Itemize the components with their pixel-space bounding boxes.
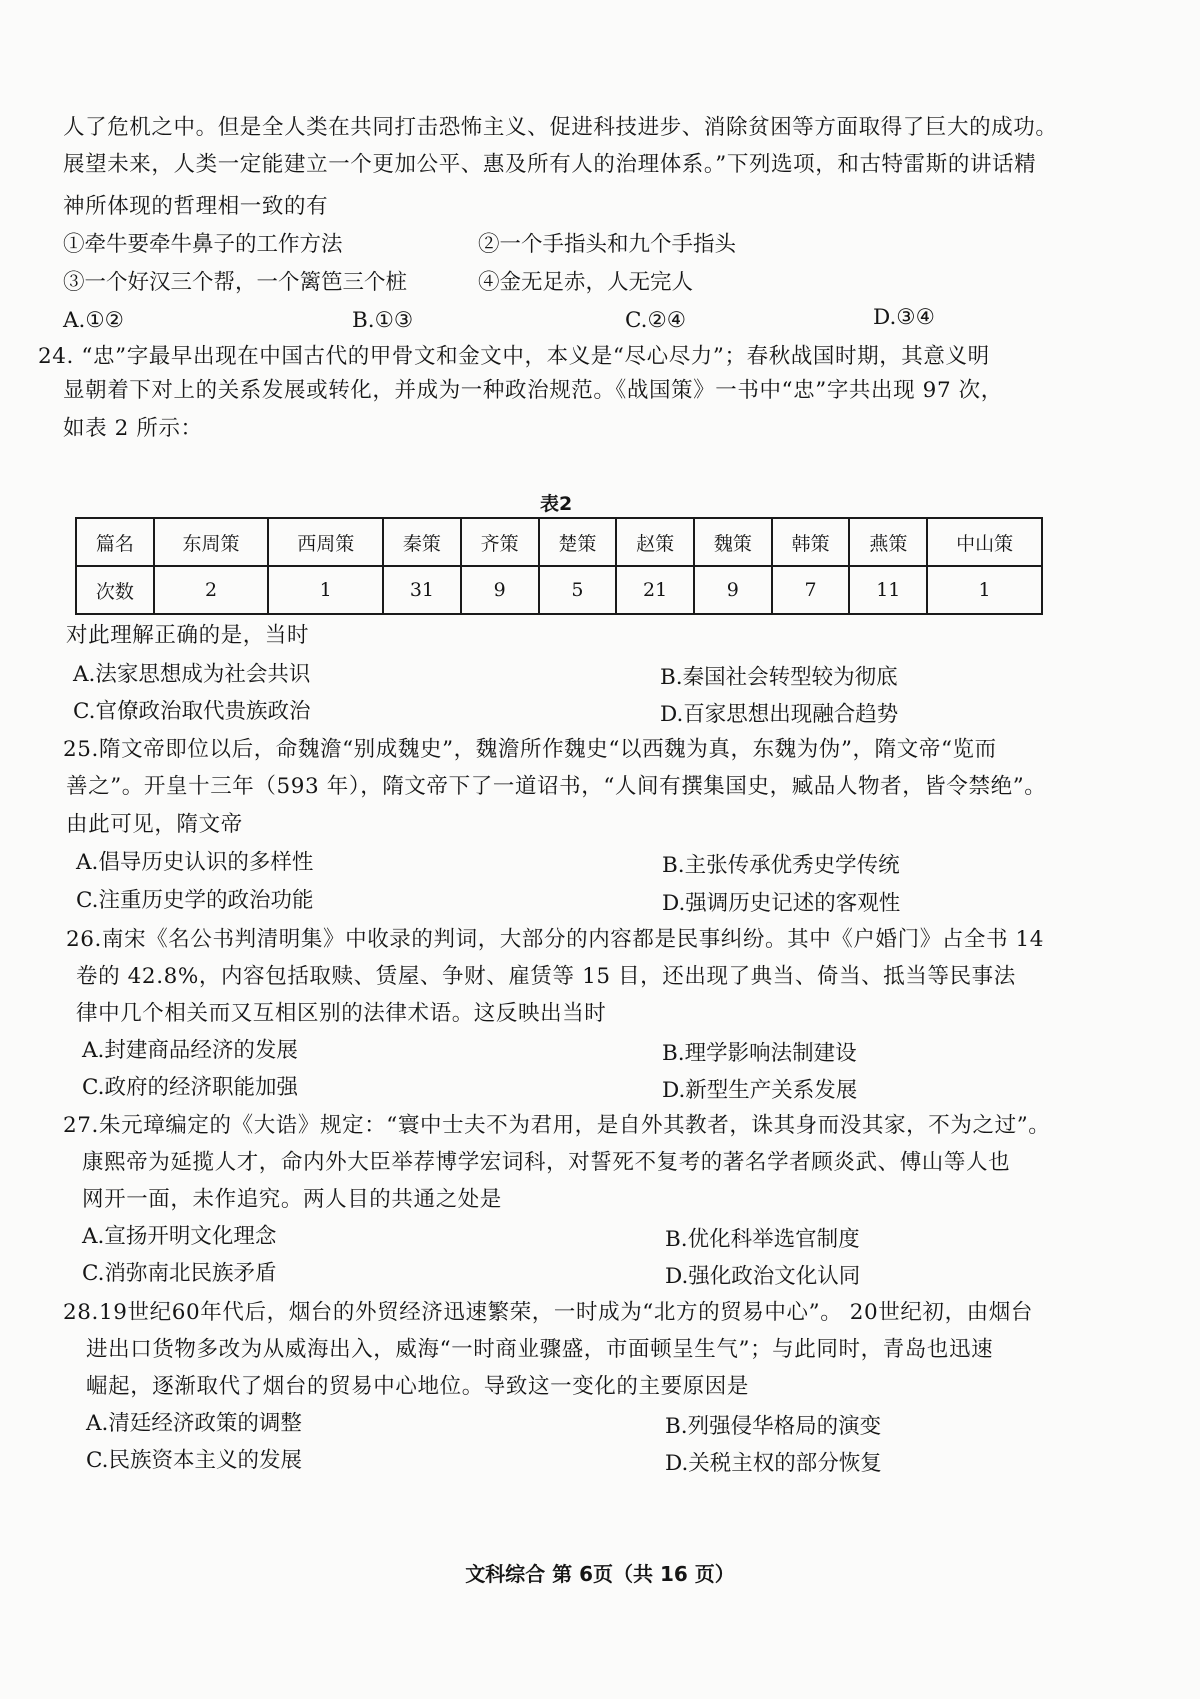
q26-option-b: B.理学影响法制建设	[662, 1041, 857, 1066]
q23-line-1: 人了危机之中。但是全人类在共同打击恐怖主义、促进科技进步、消除贫困等方面取得了巨大的成功。	[63, 115, 1058, 140]
q28-line-2: 进出口货物多改为从威海出入，威海“一时商业骤盛，市面顿呈生气”；与此同时，青岛也迅速	[86, 1337, 994, 1362]
q28-line-3: 崛起，逐渐取代了烟台的贸易中心地位。导致这一变化的主要原因是	[86, 1374, 750, 1399]
table-cell: 21	[616, 566, 694, 614]
table-header-cell: 赵策	[616, 518, 694, 566]
q24-option-b: B.秦国社会转型较为彻底	[660, 665, 898, 690]
table-header-cell: 楚策	[539, 518, 617, 566]
table-row	[76, 566, 1042, 614]
page-footer: 文科综合 第 6页（共 16 页）	[465, 1562, 735, 1586]
table-header-cell: 东周策	[154, 518, 269, 566]
q28-option-b: B.列强侵华格局的演变	[665, 1414, 882, 1439]
q26-option-a: A.封建商品经济的发展	[82, 1038, 298, 1063]
table-cell: 2	[154, 566, 269, 614]
table-header-cell: 篇名	[76, 518, 154, 566]
table-header-cell: 韩策	[772, 518, 850, 566]
table-cell: 5	[539, 566, 617, 614]
q28-option-d: D.关税主权的部分恢复	[665, 1451, 882, 1476]
q24-option-c: C.官僚政治取代贵族政治	[73, 699, 311, 724]
q24-line-3: 如表 2 所示：	[63, 416, 203, 441]
data-table	[75, 517, 1043, 615]
table-header-cell: 齐策	[461, 518, 539, 566]
q27-line-3: 网开一面，未作追究。两人目的共通之处是	[82, 1187, 502, 1212]
q23-option-a: A.①②	[63, 308, 124, 333]
q27-option-b: B.优化科举选官制度	[665, 1227, 860, 1252]
table-header-cell: 西周策	[268, 518, 383, 566]
q28-option-c: C.民族资本主义的发展	[86, 1448, 303, 1473]
q23-option-b: B.①③	[352, 308, 414, 333]
q26-line-2: 卷的 42.8%，内容包括取赎、赁屋、争财、雇赁等 15 目，还出现了典当、倚当、抵当等民事法	[76, 964, 1016, 989]
q25-option-b: B.主张传承优秀史学传统	[662, 853, 900, 878]
q27-line-2: 康熙帝为延揽人才，命内外大臣举荐博学宏词科，对誓死不复考的著名学者顾炎武、傅山等人也	[82, 1150, 1011, 1175]
table-cell: 9	[694, 566, 772, 614]
q26-line-3: 律中几个相关而又互相区别的法律术语。这反映出当时	[76, 1001, 607, 1026]
q28-line-1: 28.19世纪60年代后，烟台的外贸经济迅速繁荣，一时成为“北方的贸易中心”。 20世纪初，由烟台	[63, 1300, 1033, 1325]
q24-stem: 对此理解正确的是，当时	[66, 623, 310, 648]
q23-item-1: ①牵牛要牵牛鼻子的工作方法	[63, 232, 343, 257]
q23-option-d: D.③④	[873, 305, 935, 330]
table-cell: 31	[383, 566, 461, 614]
q23-item-2: ②一个手指头和九个手指头	[478, 232, 737, 257]
table-cell: 9	[461, 566, 539, 614]
table-cell: 11	[849, 566, 927, 614]
q25-line-1: 25.隋文帝即位以后，命魏澹“别成魏史”，魏澹所作魏史“以西魏为真，东魏为伪”，隋文帝“览而	[63, 737, 997, 762]
q26-line-1: 26.南宋《名公书判清明集》中收录的判词，大部分的内容都是民事纠纷。其中《户婚门》占全书 14	[66, 927, 1045, 952]
q25-option-d: D.强调历史记述的客观性	[662, 891, 901, 916]
q23-option-c: C.②④	[625, 308, 687, 333]
table-cell: 次数	[76, 566, 154, 614]
q25-line-3: 由此可见，隋文帝	[66, 812, 243, 837]
table-cell: 1	[268, 566, 383, 614]
q23-line-3: 神所体现的哲理相一致的有	[63, 194, 329, 219]
q24-option-d: D.百家思想出现融合趋势	[660, 702, 899, 727]
table-caption: 表2	[540, 493, 573, 515]
table-cell: 1	[927, 566, 1042, 614]
q25-option-c: C.注重历史学的政治功能	[76, 888, 314, 913]
q25-line-2: 善之”。开皇十三年（593 年），隋文帝下了一道诏书，“人间有撰集国史，臧品人物者，皆令禁绝”。	[66, 774, 1047, 799]
table-header-cell: 魏策	[694, 518, 772, 566]
q23-line-2: 展望未来，人类一定能建立一个更加公平、惠及所有人的治理体系。”下列选项，和古特雷斯的讲话精	[63, 152, 1037, 177]
q28-option-a: A.清廷经济政策的调整	[86, 1411, 302, 1436]
q24-line-1: 24. “忠”字最早出现在中国古代的甲骨文和金文中，本义是“尽心尽力”；春秋战国时期，其意义明	[38, 344, 990, 369]
q27-option-c: C.消弥南北民族矛盾	[82, 1261, 277, 1286]
q27-line-1: 27.朱元璋编定的《大诰》规定：“寰中士夫不为君用，是自外其教者，诛其身而没其家，不为之过”。	[63, 1113, 1051, 1138]
q26-option-d: D.新型生产关系发展	[662, 1078, 858, 1103]
q24-line-2: 显朝着下对上的关系发展或转化，并成为一种政治规范。《战国策》一书中“忠”字共出现 97 次，	[63, 378, 1003, 403]
table-header-row	[76, 518, 1042, 566]
q27-option-a: A.宣扬开明文化理念	[82, 1224, 277, 1249]
table-header-cell: 中山策	[927, 518, 1042, 566]
q23-item-3: ③一个好汉三个帮，一个篱笆三个桩	[63, 270, 408, 295]
q23-item-4: ④金无足赤，人无完人	[478, 270, 694, 295]
q26-option-c: C.政府的经济职能加强	[82, 1075, 299, 1100]
table-header-cell: 燕策	[849, 518, 927, 566]
q24-option-a: A.法家思想成为社会共识	[73, 662, 311, 687]
table-cell: 7	[772, 566, 850, 614]
q25-option-a: A.倡导历史认识的多样性	[76, 850, 314, 875]
q27-option-d: D.强化政治文化认同	[665, 1264, 861, 1289]
table-header-cell: 秦策	[383, 518, 461, 566]
